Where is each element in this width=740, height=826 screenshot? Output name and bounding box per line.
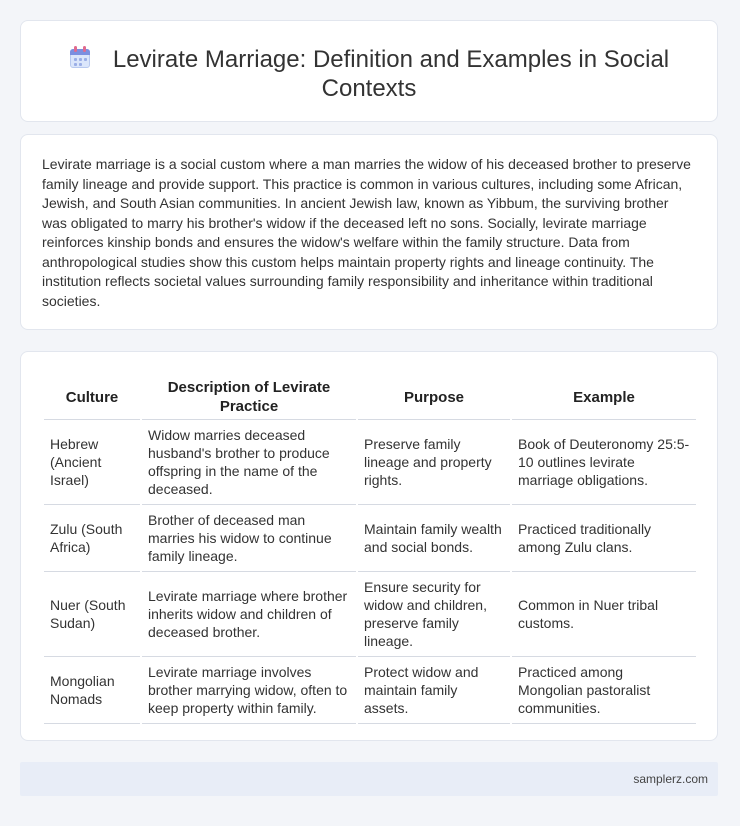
header-purpose: Purpose (358, 374, 510, 420)
cell-culture: Nuer (South Sudan) (44, 572, 140, 657)
cell-culture: Zulu (South Africa) (44, 505, 140, 572)
table-row (44, 420, 696, 505)
cell-culture: Hebrew (Ancient Israel) (44, 420, 140, 505)
table-header-row (44, 374, 696, 420)
cell-example: Common in Nuer tribal customs. (512, 572, 696, 657)
footer-site-link[interactable]: samplerz.com (633, 772, 708, 786)
calendar-icon (69, 46, 91, 70)
footer (20, 762, 718, 796)
cell-purpose: Preserve family lineage and property rights. (358, 420, 510, 505)
page-title-block (21, 45, 717, 103)
page-title: Levirate Marriage: Definition and Examples in Social Contexts (112, 46, 670, 102)
cell-purpose: Protect widow and maintain family assets. (358, 657, 510, 724)
cell-example: Practiced traditionally among Zulu clans. (512, 505, 696, 572)
header-culture: Culture (44, 374, 140, 420)
table-row (44, 505, 696, 572)
cell-purpose: Maintain family wealth and social bonds. (358, 505, 510, 572)
cell-description: Levirate marriage involves brother marrying widow, often to keep property within family. (142, 657, 356, 724)
table-card (20, 351, 718, 741)
cell-description: Brother of deceased man marries his widow to continue family lineage. (142, 505, 356, 572)
table-row (44, 572, 696, 657)
cell-example: Practiced among Mongolian pastoralist communities. (512, 657, 696, 724)
intro-paragraph: Levirate marriage is a social custom where a man marries the widow of his deceased brother to preserve family lineage and provide support. This practice is common in various cultures, including some African, Jewish, and South Asian communities. In ancient Jewish law, known as Yibbum, the surviving brother was obligated to marry his brother's widow if the deceased left no sons. Socially, levirate marriage reinforces kinship bonds and ensures the widow's welfare within the family structure. Data from anthropological studies show this custom helps maintain property rights and lineage continuity. The institution reflects societal values surrounding family responsibility and inheritance within traditional societies. (42, 156, 691, 309)
intro-card (20, 134, 718, 330)
cell-description: Widow marries deceased husband's brother to produce offspring in the name of the deceased. (142, 420, 356, 505)
table-row (44, 657, 696, 724)
cell-example: Book of Deuteronomy 25:5-10 outlines levirate marriage obligations. (512, 420, 696, 505)
cell-description: Levirate marriage where brother inherits widow and children of deceased brother. (142, 572, 356, 657)
cell-purpose: Ensure security for widow and children, preserve family lineage. (358, 572, 510, 657)
levirate-table (42, 374, 698, 724)
title-card (20, 20, 718, 122)
cell-culture: Mongolian Nomads (44, 657, 140, 724)
header-example: Example (512, 374, 696, 420)
header-description: Description of Levirate Practice (142, 374, 356, 420)
